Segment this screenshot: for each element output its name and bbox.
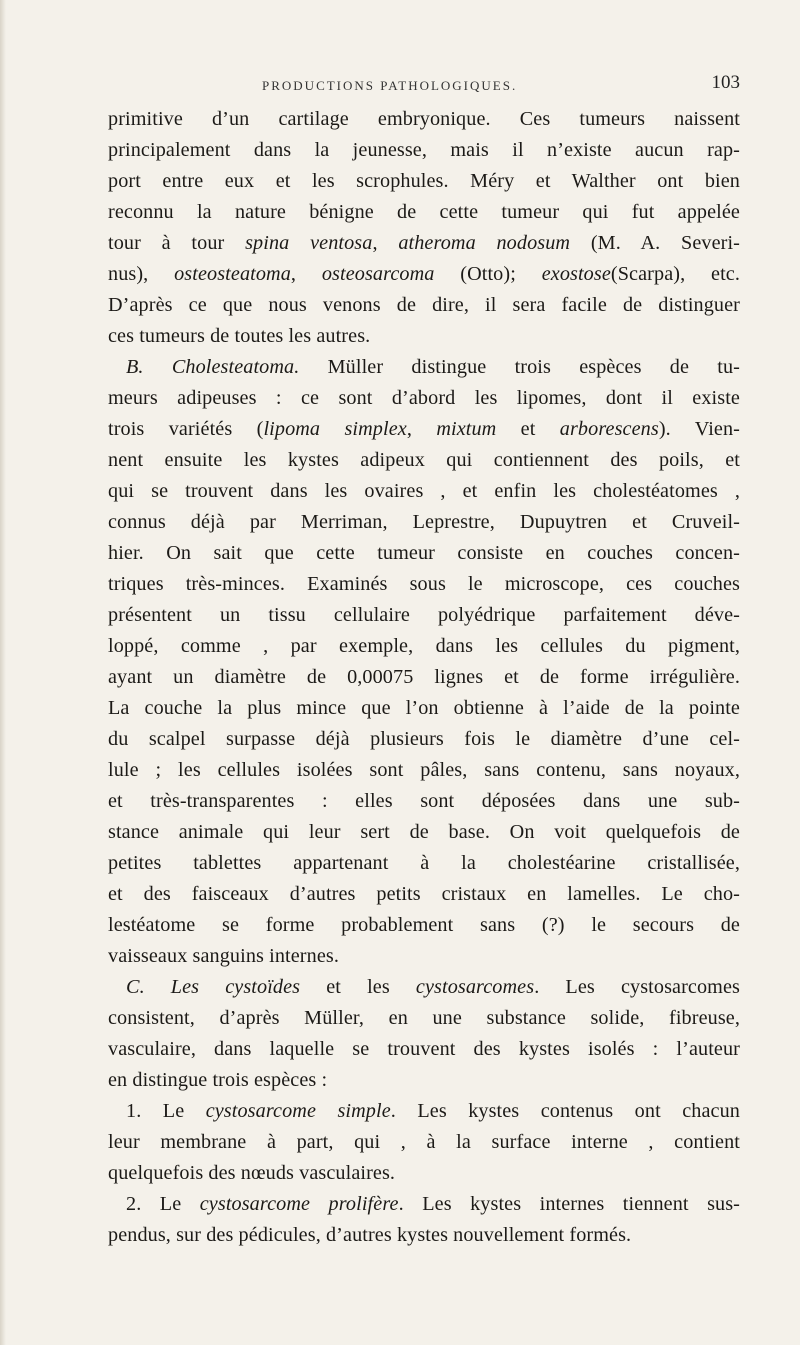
text-line: 2. Le cystosarcome prolifère. Les kystes internes tiennent sus- — [126, 1193, 740, 1215]
text-line: hier. On sait que cette tumeur consiste en couches concen- — [108, 542, 740, 564]
text-line: La couche la plus mince que l’on obtienne à l’aide de la pointe — [108, 697, 740, 719]
paragraph — [108, 352, 740, 972]
paragraph — [108, 1096, 740, 1189]
running-head — [108, 70, 740, 104]
text-line: consistent, d’après Müller, en une substance solide, fibreuse, — [108, 1007, 740, 1029]
paragraph — [108, 972, 740, 1096]
text-line: loppé, comme , par exemple, dans les cellules du pigment, — [108, 635, 740, 657]
page-number: 103 — [711, 72, 740, 93]
text-line: connus déjà par Merriman, Leprestre, Dupuytren et Cruveil- — [108, 511, 740, 533]
book-page — [108, 70, 740, 1251]
text-line: pendus, sur des pédicules, d’autres kystes nouvellement formés. — [108, 1224, 632, 1246]
text-line: présentent un tissu cellulaire polyédrique parfaitement déve- — [108, 604, 740, 626]
text-line: ayant un diamètre de 0,00075 lignes et de forme irrégulière. — [108, 666, 740, 688]
text-line: D’après ce que nous venons de dire, il sera facile de distinguer — [108, 294, 740, 316]
text-line: du scalpel surpasse déjà plusieurs fois le diamètre d’une cel- — [108, 728, 740, 750]
text-line: quelquefois des nœuds vasculaires. — [108, 1162, 396, 1184]
text-line: meurs adipeuses : ce sont d’abord les lipomes, dont il existe — [108, 387, 740, 409]
text-line: C. Les cystoïdes et les cystosarcomes. Les cystosarcomes — [126, 976, 740, 998]
text-line: qui se trouvent dans les ovaires , et enfin les cholestéatomes , — [108, 480, 740, 502]
text-line: leur membrane à part, qui , à la surface interne , contient — [108, 1131, 740, 1153]
paragraph — [108, 1189, 740, 1251]
text-line: en distingue trois espèces : — [108, 1069, 328, 1091]
text-line: port entre eux et les scrophules. Méry et Walther ont bien — [108, 170, 740, 192]
text-line: lule ; les cellules isolées sont pâles, sans contenu, sans noyaux, — [108, 759, 740, 781]
text-line: et des faisceaux d’autres petits cristaux en lamelles. Le cho- — [108, 883, 740, 905]
page-spine-shadow — [0, 0, 6, 1345]
text-line: trois variétés (lipoma simplex, mixtum et arborescens). Vien- — [108, 418, 740, 440]
text-line: ces tumeurs de toutes les autres. — [108, 325, 371, 347]
text-line: reconnu la nature bénigne de cette tumeur qui fut appelée — [108, 201, 740, 223]
text-line: petites tablettes appartenant à la cholestéarine cristallisée, — [108, 852, 740, 874]
text-line: stance animale qui leur sert de base. On voit quelquefois de — [108, 821, 740, 843]
text-line: 1. Le cystosarcome simple. Les kystes contenus ont chacun — [126, 1100, 740, 1122]
text-line: vaisseaux sanguins internes. — [108, 945, 339, 967]
paragraph — [108, 104, 740, 352]
text-line: primitive d’un cartilage embryonique. Ces tumeurs naissent — [108, 108, 740, 130]
text-line: principalement dans la jeunesse, mais il n’existe aucun rap- — [108, 139, 740, 161]
text-line: tour à tour spina ventosa, atheroma nodosum (M. A. Severi- — [108, 232, 741, 254]
text-line: lestéatome se forme probablement sans (?) le secours de — [108, 914, 740, 936]
text-line: nent ensuite les kystes adipeux qui contiennent des poils, et — [108, 449, 740, 471]
body-text — [108, 104, 740, 1251]
text-line: et très-transparentes : elles sont déposées dans une sub- — [108, 790, 740, 812]
text-line: triques très-minces. Examinés sous le microscope, ces couches — [108, 573, 740, 595]
text-line: vasculaire, dans laquelle se trouvent des kystes isolés : l’auteur — [108, 1038, 740, 1060]
text-line: B. Cholesteatoma. Müller distingue trois espèces de tu- — [126, 356, 740, 378]
running-title: PRODUCTIONS PATHOLOGIQUES. — [262, 78, 518, 93]
text-line: nus), osteosteatoma, osteosarcoma (Otto); exostose(Scarpa), etc. — [108, 263, 740, 285]
